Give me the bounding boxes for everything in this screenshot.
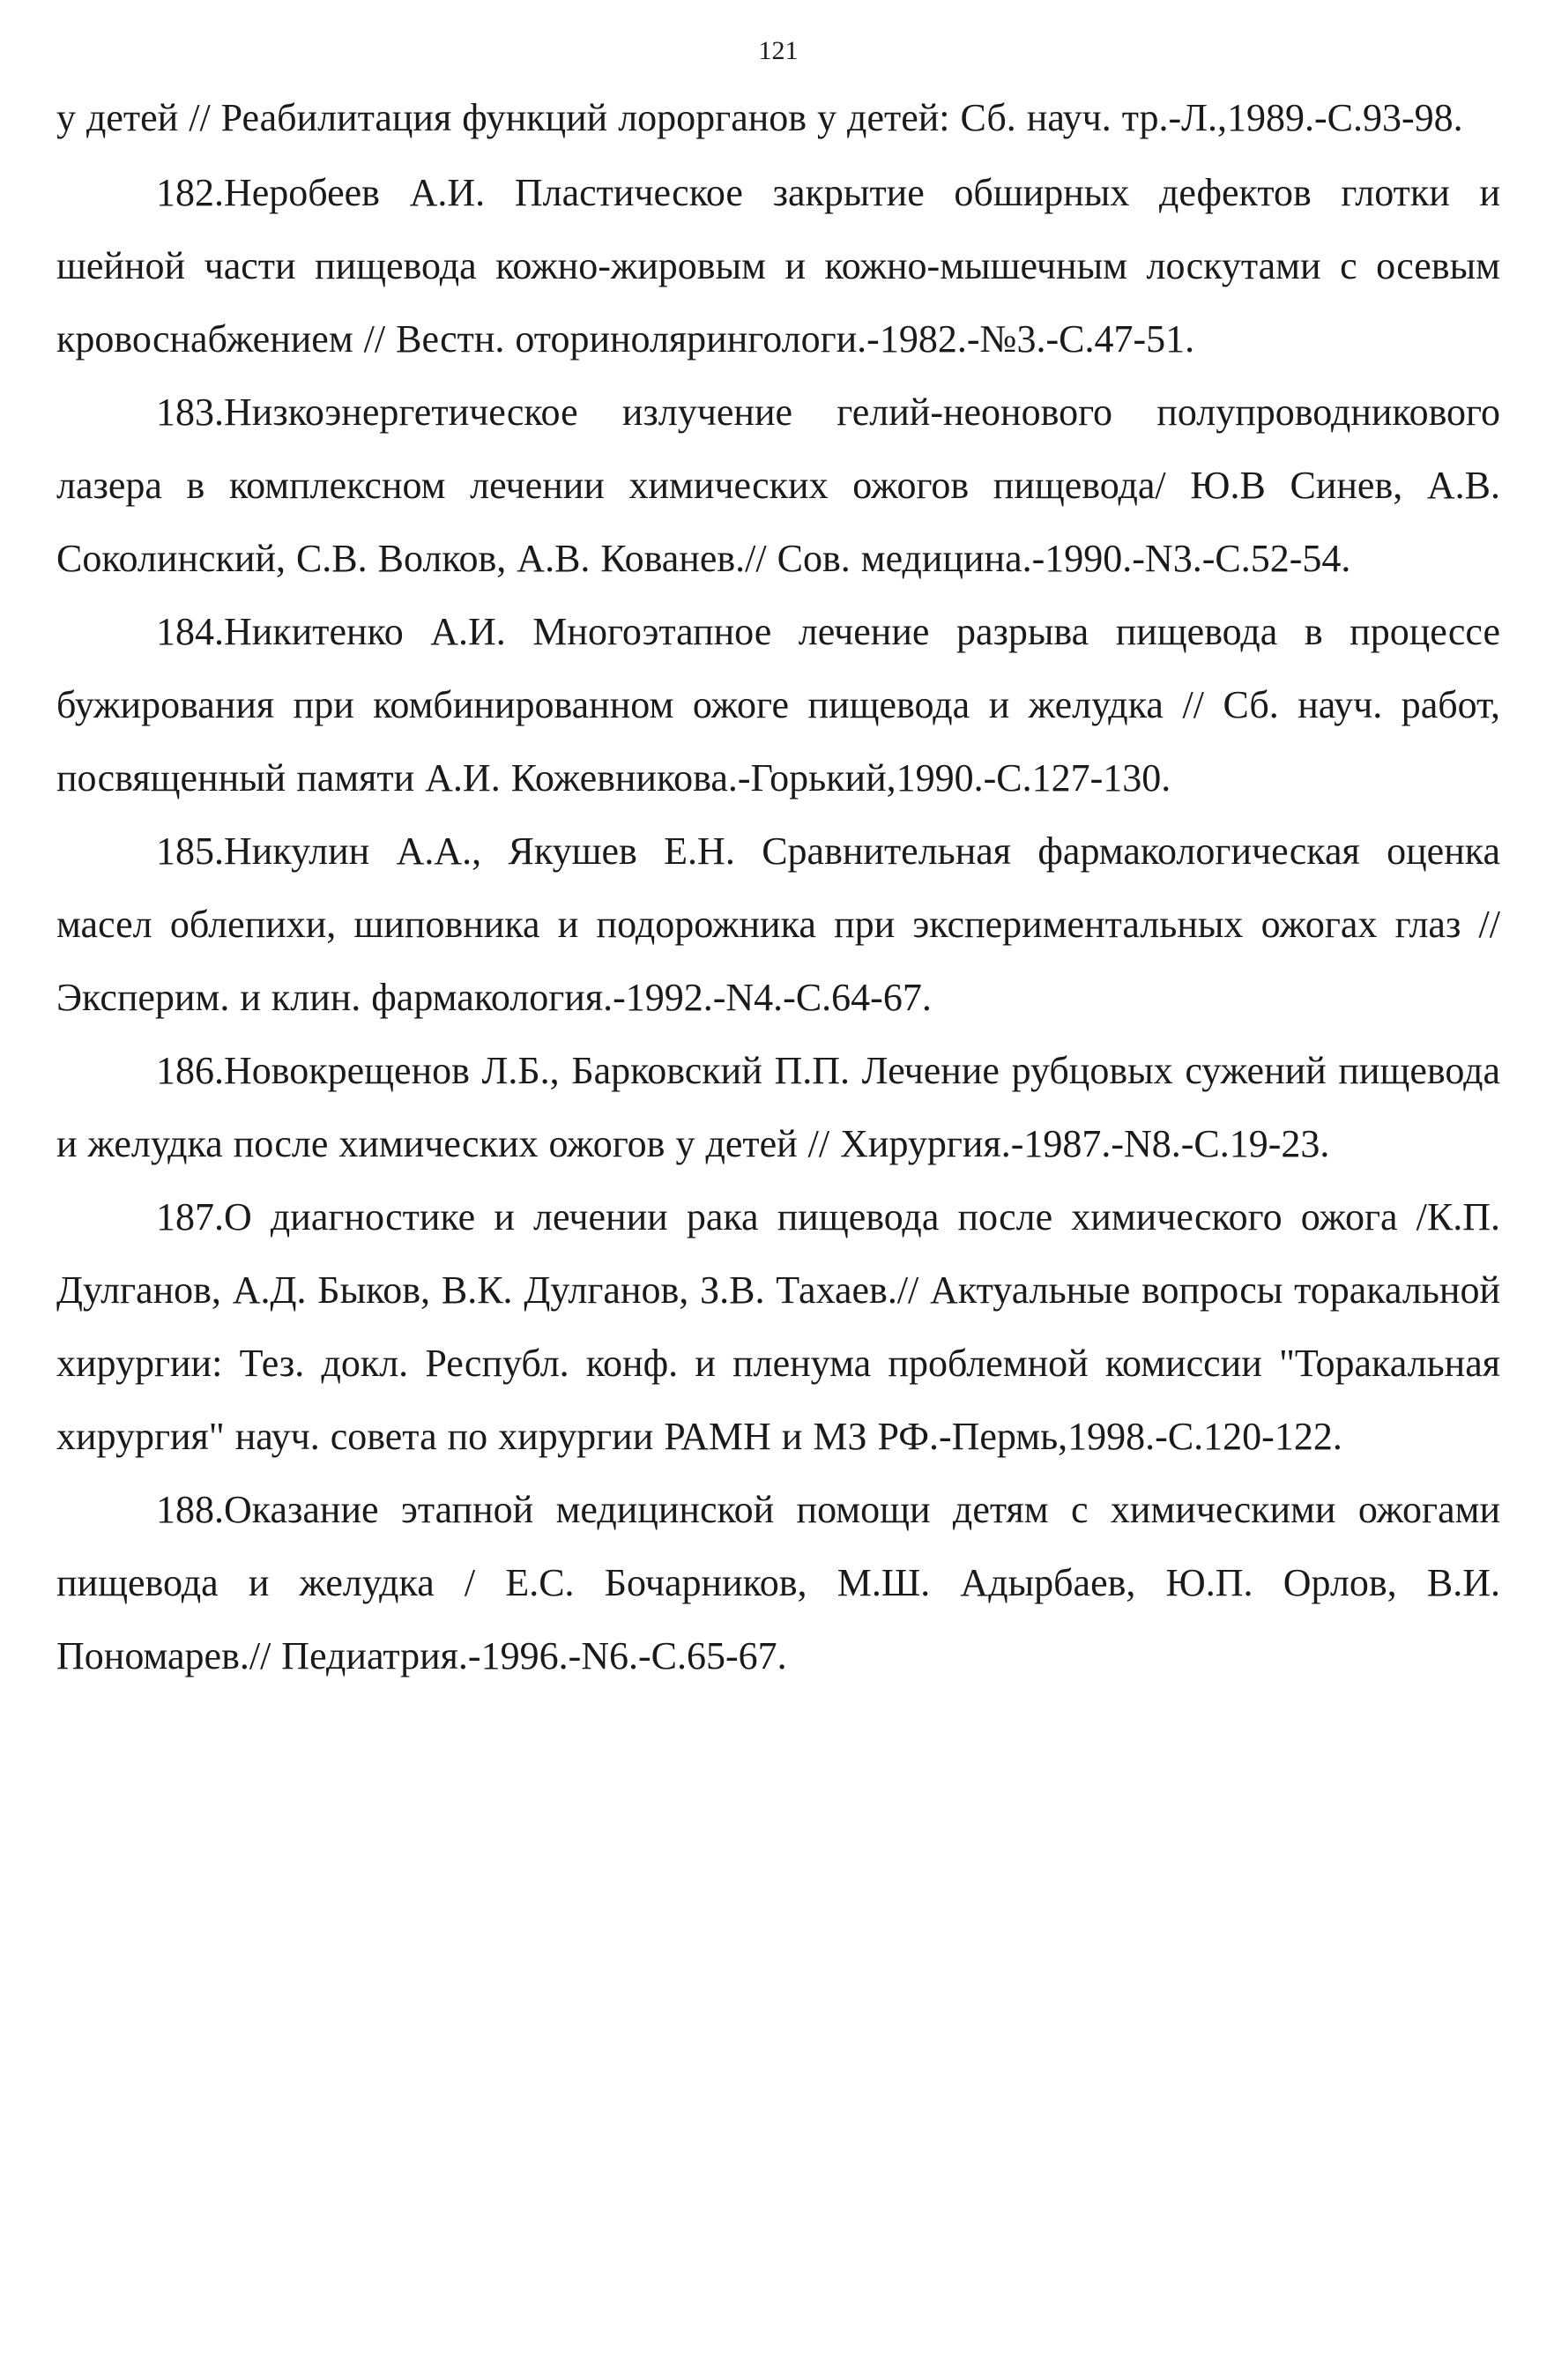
reference-entry-188: 188.Оказание этапной медицинской помощи детям с химическими ожогами пищевода и желудка / Е.С. Бочарников, М.Ш. Адырбаев, Ю.П. Орлов, В.И. Пономарев.// Педиатрия.-1996.-N6.-С.65-67.	[56, 1488, 1500, 1677]
reference-continuation: у детей // Реабилитация функций лорорганов у детей: Сб. науч. тр.-Л.,1989.-С.93-98.	[56, 96, 1463, 139]
page-number: 121	[758, 36, 799, 65]
reference-entry-186: 186.Новокрещенов Л.Б., Барковский П.П. Лечение рубцовых сужений пищевода и желудка после химических ожогов у детей // Хирургия.-1987.-N8.-С.19-23.	[56, 1049, 1500, 1165]
document-page	[56, 0, 1500, 2380]
reference-list	[56, 81, 1500, 1692]
reference-entry-187: 187.О диагностике и лечении рака пищевода после химического ожога /К.П. Дулганов, А.Д. Быков, В.К. Дулганов, З.В. Тахаев.// Актуальные вопросы торакальной хирургии: Тез. докл. Республ. конф. и пленума проблемной комиссии "Торакальная хирургия" науч. совета по хирургии РАМН и МЗ РФ.-Пермь,1998.-С.120-122.	[56, 1195, 1500, 1458]
reference-entry-185: 185.Никулин А.А., Якушев Е.Н. Сравнительная фармакологическая оценка масел облепихи, шиповника и подорожника при экспериментальных ожогах глаз // Эксперим. и клин. фармакология.-1992.-N4.-С.64-67.	[56, 829, 1500, 1019]
reference-entry-183: 183.Низкоэнергетическое излучение гелий-неонового полупроводникового лазера в комплексном лечении химических ожогов пищевода/ Ю.В Синев, А.В. Соколинский, С.В. Волков, А.В. Кованев.// Сов. медицина.-1990.-N3.-С.52-54.	[56, 390, 1500, 580]
reference-entry-184: 184.Никитенко А.И. Многоэтапное лечение разрыва пищевода в процессе бужирования при комбинированном ожоге пищевода и желудка // Сб. науч. работ, посвященный памяти А.И. Кожевникова.-Горький,1990.-С.127-130.	[56, 610, 1500, 800]
reference-entry-182: 182.Неробеев А.И. Пластическое закрытие обширных дефектов глотки и шейной части пищевода кожно-жировым и кожно-мышечным лоскутами с осевым кровоснабжением // Вестн. оторинолярингологи.-1982.-№3.-С.47-51.	[56, 171, 1500, 361]
